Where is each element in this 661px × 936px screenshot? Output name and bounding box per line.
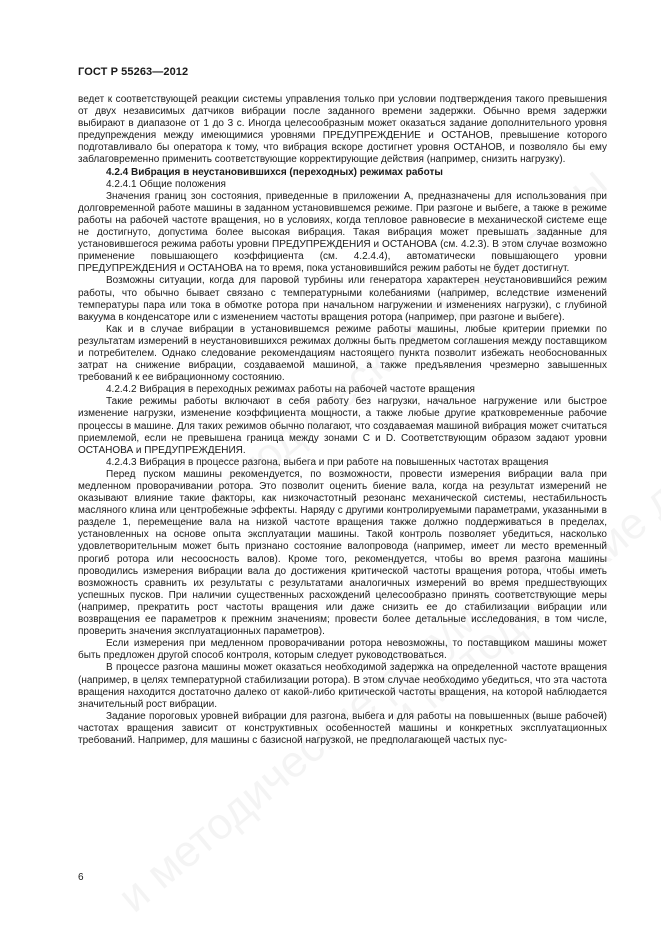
paragraph: Возможны ситуации, когда для паровой турбины или генератора характерен неустановившийся режим работы, что обычно бывает связано с температурными колебаниями (например, вследствие изменений температуры пара или тока в обмотке ротора при начальном нагружении и изменениях нагрузки), с глубиной вакуума в конденсаторе или с изменением частоты вращения ротора (например, при разгоне и выбеге). bbox=[78, 275, 607, 323]
document-header: ГОСТ Р 55263—2012 bbox=[78, 66, 189, 78]
subsection-heading: 4.2.4.2 Вибрация в переходных режимах работы на рабочей частоте вращения bbox=[106, 384, 475, 396]
paragraph: Такие режимы работы включают в себя работу без нагрузки, начальное нагружение или быстрое изменение нагрузки, изменение коэффициента мощности, а также любые другие кратковременные рабочие процессы в машине. Для таких режимов обычно полагают, что создаваемая машиной вибрация может считаться приемлемой, если не превышена граница между зонами С и D. Соответствующим образом задают уровни ОСТАНОВА и ПРЕДУПРЕЖДЕНИЯ. bbox=[78, 396, 607, 456]
document-body bbox=[78, 94, 607, 747]
page-number: 6 bbox=[78, 872, 84, 883]
subsection-heading: 4.2.4.3 Вибрация в процессе разгона, выбега и при работе на повышенных частотах вращения bbox=[106, 456, 549, 468]
subsection-heading: 4.2.4.1 Общие положения bbox=[106, 178, 226, 190]
paragraph: Как и в случае вибрации в установившемся режиме работы машины, любые критерии приемки по результатам измерений в неустановившихся режимах должны быть предметом соглашения между поставщиком и потребителем. Однако следование рекомендациям настоящего пункта позволит избежать необоснованных затрат на снижение вибрации, создаваемой машиной, а также предъявления чрезмерно завышенных требований к ее вибрационному состоянию. bbox=[78, 323, 607, 384]
paragraph: В процессе разгона машины может оказаться необходимой задержка на определенной частоте вращения (например, в целях температурной стабилизации ротора). В этом случае необходимо убедиться, что эта частота вращения находится достаточно далеко от какой-либо критической частоты вращения, на которой наблюдается значительный рост вибрации. bbox=[78, 662, 607, 710]
paragraph: Если измерения при медленном проворачивании ротора невозможны, то поставщиком машины может быть предложен другой способ контроля, которым следует руководствоваться. bbox=[78, 638, 607, 662]
paragraph: ведет к соответствующей реакции системы управления только при условии подтверждения такого превышения от двух независимых датчиков вибрации после заданного времени задержки. Обычно время задержки выбирают в диапазоне от 1 до 3 с. Иногда целесообразным может оказаться задание дополнительного уровня предупреждения между имеющимися уровнями ПРЕДУПРЕЖДЕНИЕ и ОСТАНОВ, превышение которого подготавливало бы оператора к тому, что вибрация вскоре достигнет уровня ОСТАНОВ, и позволяло бы ему заблаговременно применить соответствующие корректирующие действия (например, снизить нагрузку). bbox=[78, 94, 607, 166]
paragraph: Задание пороговых уровней вибрации для разгона, выбега и для работы на повышенных (выше рабочей) частотах вращения зависит от конструктивных особенностей машины и конкретных эксплуатационных требований. Например, для машины с базисной нагрузкой, не предполагающей частых пус- bbox=[78, 710, 607, 746]
paragraph: Перед пуском машины рекомендуется, по возможности, провести измерения вибрации вала при медленном проворачивании ротора. Это позволит оценить биение вала, когда на результат измерений не оказывают влияние такие факторы, как низкочастотный резонанс механической системы, нестабильность масляного клина или центробежные эффекты. Наряду с другими контролируемыми параметрами, указанными в разделе 1, перемещение вала на низкой частоте вращения также должно поддерживаться в пределах, установленных на основе опыта эксплуатации машины. Такой контроль позволяет убедиться, насколько удовлетворительным может быть признано состояние валопровода (например, имеет ли место временный прогиб ротора или несоосность валов). Кроме того, рекомендуется, чтобы во время разгона машины проводились измерения вибрации вала до достижения критической частоты вращения ротора, чтобы иметь возможность сравнить их результаты с результатами аналогичных измерений во время предшествующих успешных пусков. При наличии существенных расхождений целесообразно принять соответствующие меры (например, прекратить рост частоты вращения или даже снизить ее до стабилизации вибрации или возвращения ее параметров к прежним значениям; провести более детальные исследования, в том числе, проверить значения эксплуатационных параметров). bbox=[78, 468, 607, 638]
paragraph: Значения границ зон состояния, приведенные в приложении А, предназначены для использования при долговременной работе машины в заданном установившемся режиме. При разгоне и выбеге, а также в режиме работы на рабочей частоте вращения, но в условиях, когда тепловое равновесие в механической системе еще не достигнуто, допустима более высокая вибрация. Такая вибрация может превышать заданные для установившегося режима работы уровни ПРЕДУПРЕЖДЕНИЯ и ОСТАНОВА (см. 4.2.3). В этом случае возможно применение повышающего коэффициента (см. 4.2.4.4), автоматически повышающего уровни ПРЕДУПРЕЖДЕНИЯ и ОСТАНОВА на то время, пока установившийся режим работы не будет достигнут. bbox=[78, 190, 607, 275]
section-heading: 4.2.4 Вибрация в неустановившихся (переходных) режимах работы bbox=[106, 166, 443, 178]
